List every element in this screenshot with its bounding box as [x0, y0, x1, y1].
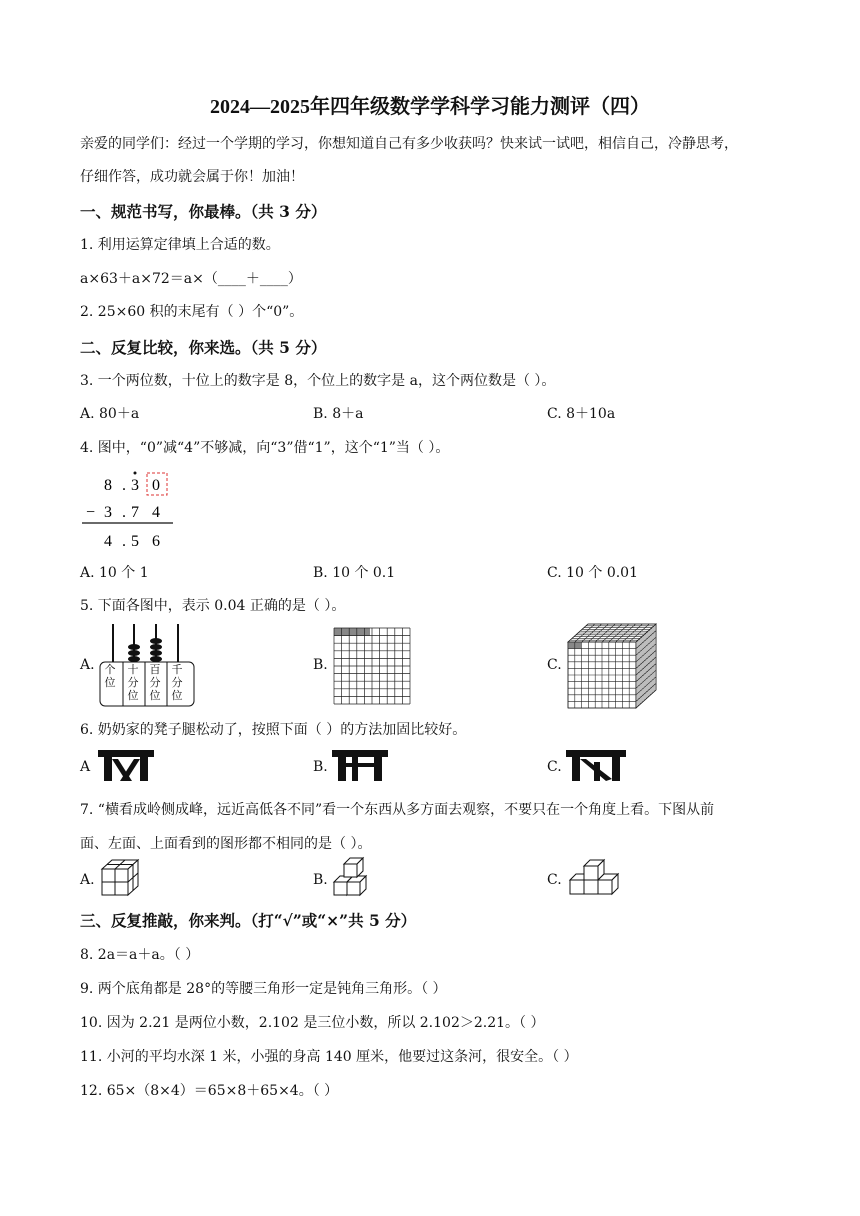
- q5-label-b: B.: [313, 657, 328, 673]
- section-2-heading: 二、反复比较，你来选。（共 5 分）: [80, 338, 327, 357]
- stool-c-figure: [566, 750, 626, 782]
- calc-digit: .: [122, 504, 126, 521]
- q7-label-b: B.: [313, 872, 328, 888]
- intro-line-2: 仔细作答，成功就会属于你！加油！: [80, 169, 304, 185]
- thousand-cube-figure: [566, 622, 658, 710]
- question-5: 5. 下面各图中，表示 0.04 正确的是（ ）。: [80, 598, 346, 614]
- calc-digit: 6: [152, 533, 160, 550]
- q4-option-c: C. 10 个 0.01: [547, 565, 638, 581]
- judge-item-12: 12. 65×（8×4）＝65×8＋65×4。（ ）: [80, 1083, 339, 1099]
- q6-label-c: C.: [547, 759, 562, 775]
- q3-option-a: A. 80＋a: [80, 406, 140, 422]
- calc-digit: .: [122, 477, 126, 494]
- judge-item-9: 9. 两个底角都是 28°的等腰三角形一定是钝角三角形。（ ）: [80, 981, 447, 997]
- calc-digit: 8: [104, 477, 112, 494]
- hundred-grid-figure: [333, 627, 413, 707]
- borrow-dot: [134, 472, 137, 475]
- judge-item-11: 11. 小河的平均水深 1 米，小强的身高 140 厘米，他要过这条河，很安全。（ ）: [80, 1049, 578, 1065]
- q5-label-c: C.: [547, 657, 562, 673]
- intro-line-1: 亲爱的同学们：经过一个学期的学习，你想知道自己有多少收获吗？快来试一试吧，相信自己，冷静思考，: [80, 136, 738, 152]
- q7-label-c: C.: [547, 872, 562, 888]
- cubes-b-figure: [332, 855, 376, 897]
- calc-digit: 3: [104, 504, 112, 521]
- q5-label-a: A.: [80, 657, 95, 673]
- calc-digit: 3: [131, 477, 139, 494]
- question-7-line-1: 7. “横看成岭侧成峰，远近高低各不同”看一个东西从多方面去观察，不要只在一个角度上看。下图从前: [80, 802, 715, 818]
- calc-digit: 0: [152, 477, 160, 494]
- judge-item-10: 10. 因为 2.21 是两位小数，2.102 是三位小数，所以 2.102＞2.21。（ ）: [80, 1015, 545, 1031]
- q3-option-b: B. 8＋a: [313, 406, 364, 422]
- abacus-col-label: 十分位: [127, 663, 139, 702]
- q3-option-c: C. 8＋10a: [547, 406, 616, 422]
- abacus-col-label: 百分位: [149, 663, 161, 702]
- question-6: 6. 奶奶家的凳子腿松动了，按照下面（ ）的方法加固比较好。: [80, 722, 467, 738]
- stool-b-figure: [332, 750, 388, 782]
- question-1-formula: a×63＋a×72＝a×（____＋____）: [80, 271, 302, 287]
- calc-digit: 5: [131, 533, 139, 550]
- calc-digit: .: [122, 533, 126, 550]
- page-title: 2024—2025年四年级数学学科学习能力测评（四）: [210, 96, 650, 118]
- calc-digit: 4: [104, 533, 112, 550]
- q4-option-a: A. 10 个 1: [80, 565, 149, 581]
- q7-label-a: A.: [80, 872, 95, 888]
- question-3: 3. 一个两位数，十位上的数字是 8，个位上的数字是 a，这个两位数是（ ）。: [80, 373, 556, 389]
- judge-item-8: 8. 2a＝a＋a。（ ）: [80, 947, 200, 963]
- calc-digit: 7: [131, 504, 139, 521]
- q6-label-a: A: [80, 759, 91, 775]
- section-1-heading: 一、规范书写，你最棒。（共 3 分）: [80, 202, 327, 221]
- q6-label-b: B.: [313, 759, 328, 775]
- question-7-line-2: 面、左面、上面看到的图形都不相同的是（ ）。: [80, 836, 372, 852]
- calc-digit: 4: [152, 504, 160, 521]
- calc-digit: −: [86, 504, 96, 521]
- cubes-c-figure: [568, 858, 620, 896]
- q4-option-b: B. 10 个 0.1: [313, 565, 396, 581]
- question-4: 4. 图中，“0”减“4”不够减，向“3”借“1”，这个“1”当（ ）。: [80, 440, 450, 456]
- question-1: 1. 利用运算定律填上合适的数。: [80, 237, 280, 253]
- section-3-heading: 三、反复推敲，你来判。（打“√”或“×”共 5 分）: [80, 911, 417, 930]
- question-2: 2. 25×60 积的末尾有（ ）个“0”。: [80, 304, 304, 320]
- abacus-col-label: 千分位: [171, 663, 183, 702]
- stool-a-figure: [98, 750, 154, 782]
- abacus-col-label: 个位: [104, 663, 116, 689]
- subtraction-figure: [80, 466, 190, 556]
- cubes-a-figure: [100, 857, 142, 897]
